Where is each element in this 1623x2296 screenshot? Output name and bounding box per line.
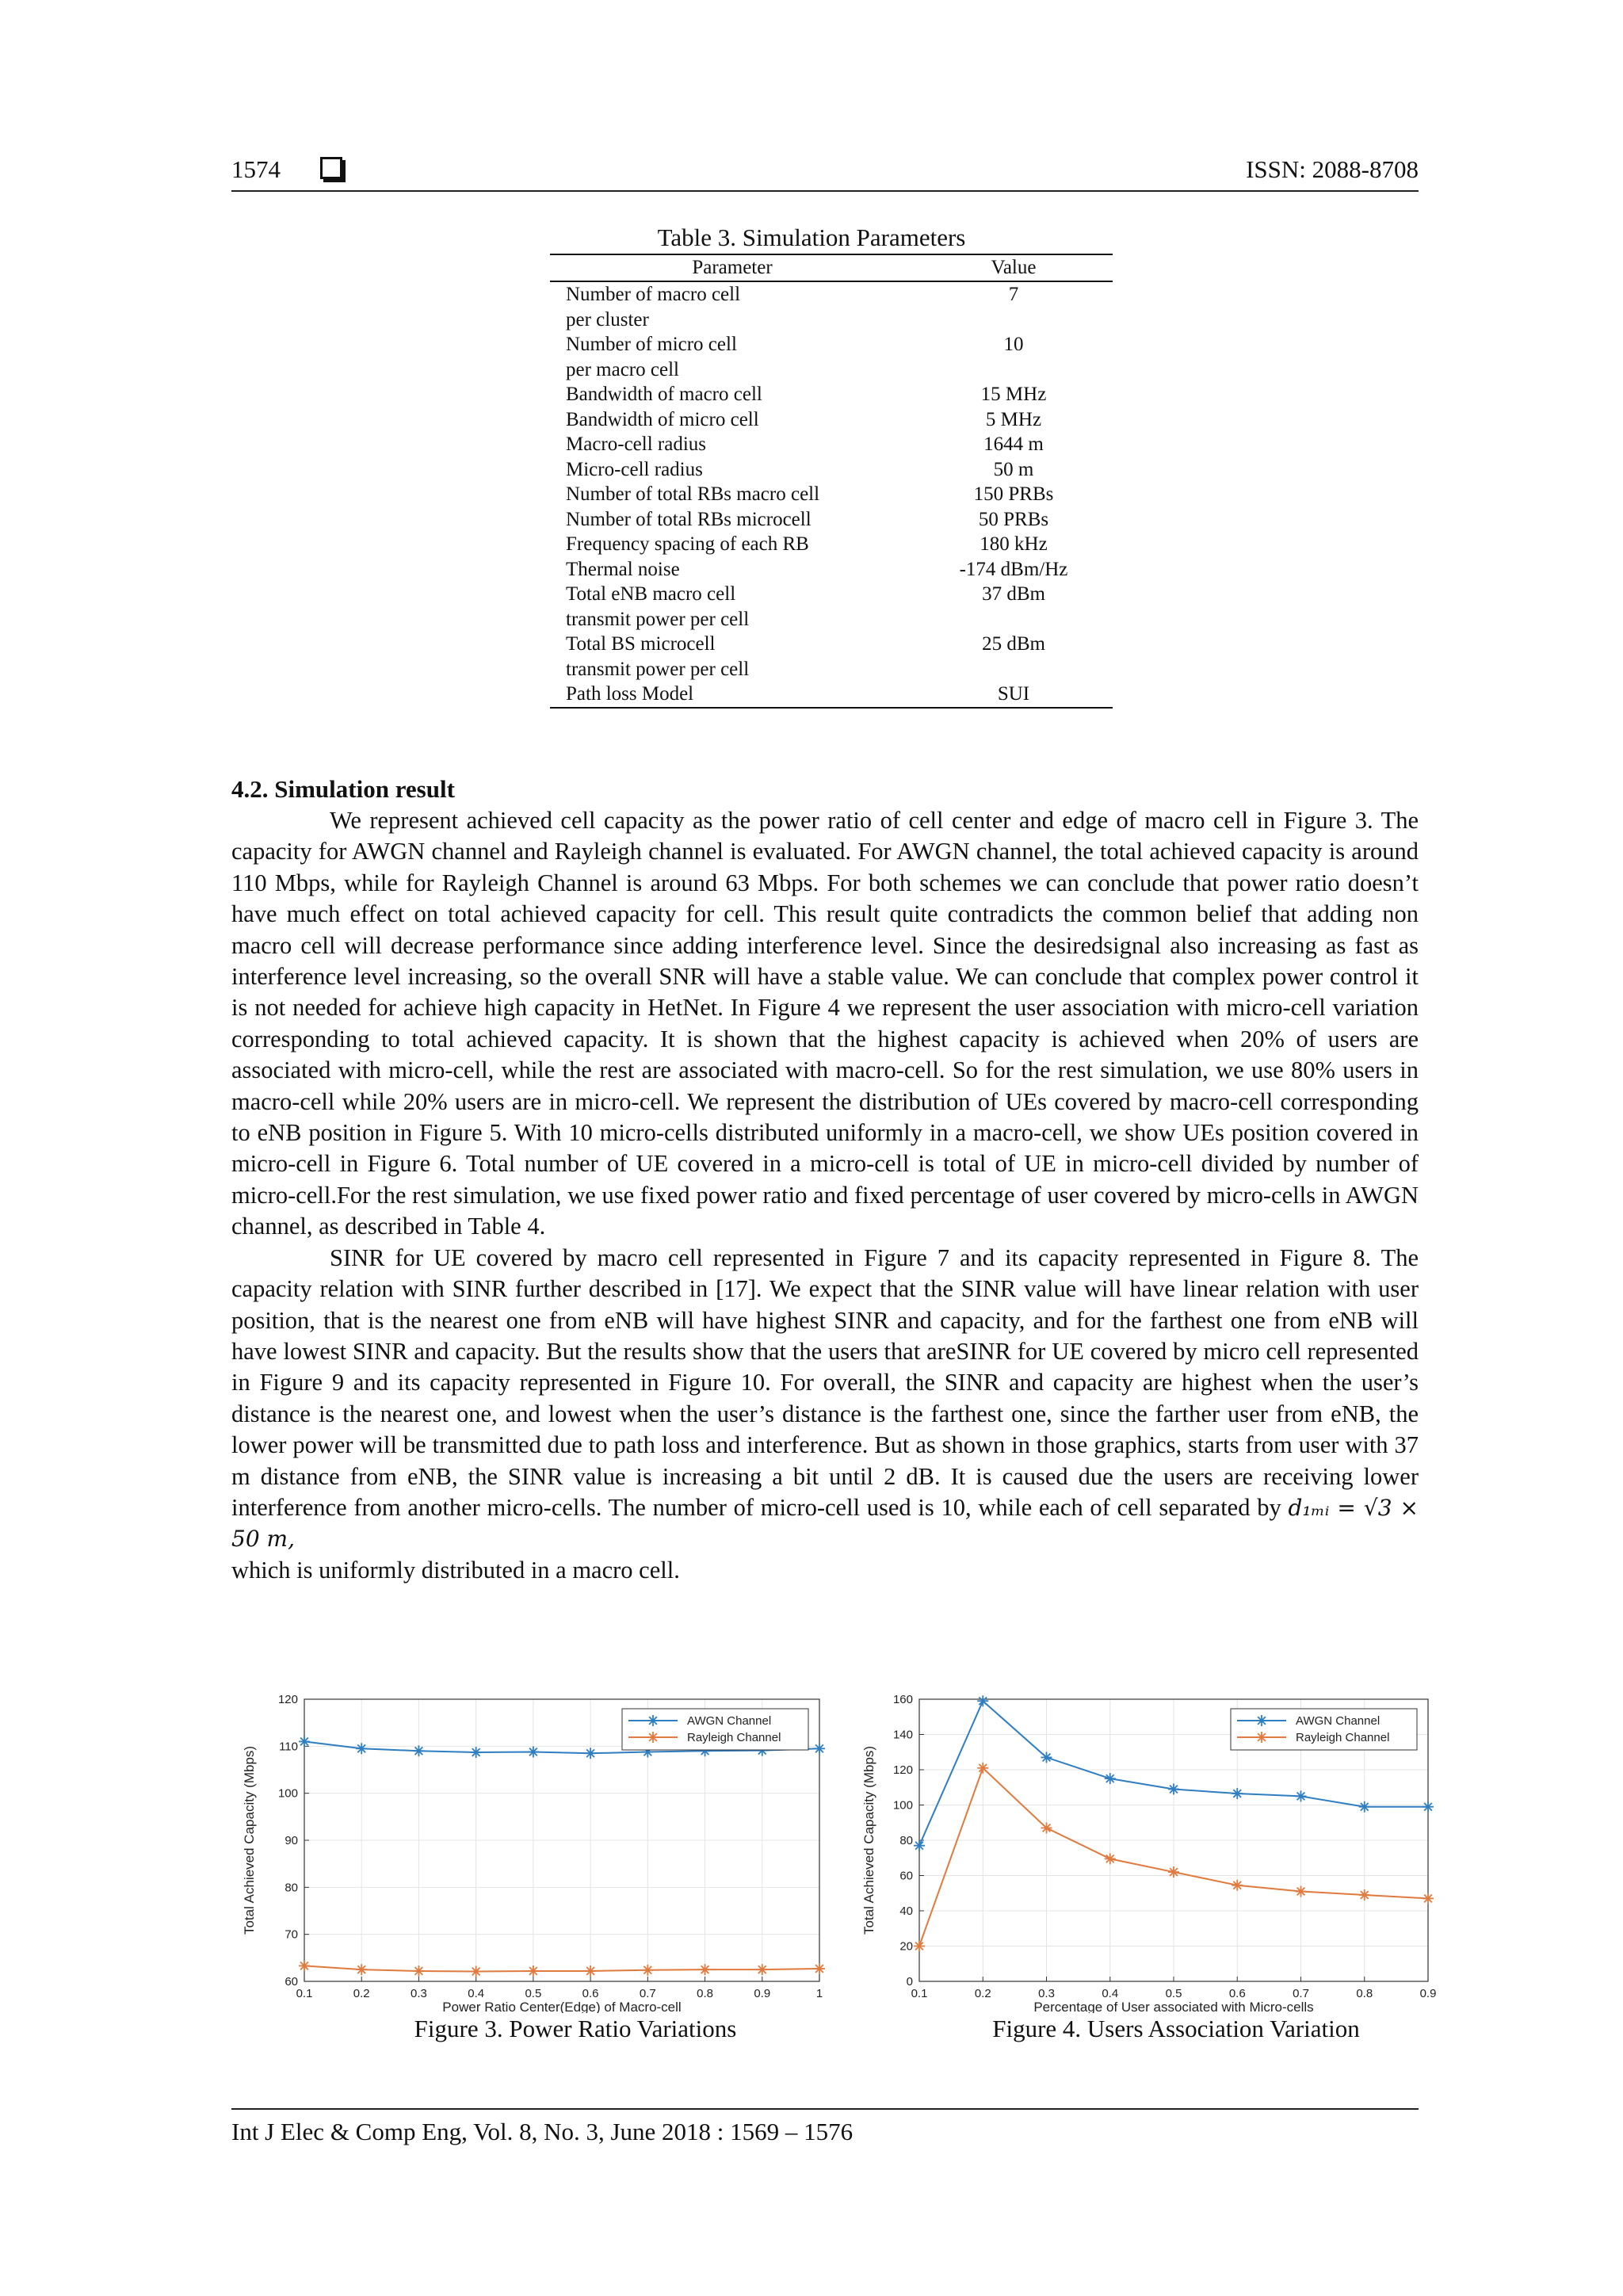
data-point-marker bbox=[356, 1743, 367, 1754]
table-header-value: Value bbox=[915, 254, 1113, 281]
table-row bbox=[550, 682, 1113, 708]
table-row bbox=[550, 507, 1113, 533]
legend-marker bbox=[1256, 1732, 1267, 1743]
data-point-marker bbox=[299, 1736, 310, 1747]
y-tick-label: 80 bbox=[899, 1834, 913, 1847]
value-cell: 37 dBm bbox=[982, 583, 1045, 605]
data-point-marker bbox=[914, 1941, 925, 1952]
legend-marker bbox=[647, 1732, 659, 1743]
y-tick-label: 0 bbox=[906, 1975, 913, 1988]
legend-marker bbox=[647, 1715, 659, 1726]
y-tick-label: 60 bbox=[285, 1975, 298, 1988]
parameter-cell bbox=[550, 457, 915, 483]
parameter-cell bbox=[550, 281, 915, 332]
parameter-cell bbox=[550, 682, 915, 708]
table-row bbox=[550, 632, 1113, 682]
value-cell: SUI bbox=[915, 682, 1113, 708]
data-point-marker bbox=[814, 1963, 825, 1974]
data-point-marker bbox=[1423, 1801, 1434, 1813]
parameter-text: per cluster bbox=[566, 308, 649, 330]
value-cell: 10 bbox=[1003, 334, 1024, 355]
parameter-text: Number of micro cell bbox=[566, 334, 737, 355]
y-tick-label: 20 bbox=[899, 1939, 913, 1954]
page-number: 1574 bbox=[231, 155, 281, 183]
x-tick-label: 0.6 bbox=[1228, 1987, 1246, 2000]
parameter-text: Macro-cell radius bbox=[566, 434, 707, 455]
x-axis-label: Percentage of User associated with Micro-cells bbox=[1033, 2000, 1314, 2013]
distance-formula: d₁ₘᵢ = √3 × 50 m, bbox=[231, 1494, 1419, 1553]
data-point-marker bbox=[1423, 1893, 1434, 1904]
data-point-marker bbox=[814, 1743, 825, 1754]
y-tick-label: 40 bbox=[899, 1904, 913, 1918]
value-cell: 180 kHz bbox=[980, 533, 1048, 555]
y-tick-label: 120 bbox=[277, 1693, 298, 1706]
data-point-marker bbox=[1359, 1801, 1370, 1813]
y-tick-label: 90 bbox=[285, 1834, 298, 1847]
data-point-marker bbox=[642, 1965, 653, 1976]
figure-4-caption: Figure 4. Users Association Variation bbox=[992, 2015, 1360, 2042]
parameter-cell bbox=[550, 407, 915, 433]
legend-marker bbox=[1256, 1715, 1267, 1726]
x-tick-label: 0.1 bbox=[296, 1987, 313, 2000]
figure-4-plot bbox=[854, 1680, 1441, 2013]
parameter-cell bbox=[550, 632, 915, 682]
parameter-text: Path loss Model bbox=[566, 683, 694, 705]
footer-citation: Int J Elec & Comp Eng, Vol. 8, No. 3, June 2018 : 1569 – 1576 bbox=[231, 2118, 854, 2145]
legend-label: AWGN Channel bbox=[687, 1714, 772, 1728]
data-point-marker bbox=[413, 1745, 424, 1756]
x-tick-label: 0.2 bbox=[974, 1987, 991, 2000]
y-tick-label: 60 bbox=[899, 1869, 913, 1883]
data-point-marker bbox=[1105, 1773, 1116, 1784]
data-point-marker bbox=[471, 1966, 482, 1977]
value-cell: 7 bbox=[1008, 284, 1019, 305]
parameter-text: Number of macro cell bbox=[566, 284, 741, 305]
parameter-text: transmit power per cell bbox=[566, 608, 750, 630]
value-cell: 5 MHz bbox=[985, 408, 1042, 430]
table-header-parameter: Parameter bbox=[550, 254, 915, 281]
x-tick-label: 0.4 bbox=[1102, 1987, 1119, 2000]
table-row bbox=[550, 432, 1113, 457]
x-tick-label: 0.5 bbox=[525, 1987, 542, 2000]
y-tick-label: 140 bbox=[892, 1728, 913, 1742]
paragraph-2 bbox=[231, 1243, 1419, 1586]
legend-label: AWGN Channel bbox=[1296, 1714, 1381, 1728]
table-row bbox=[550, 582, 1113, 632]
data-point-marker bbox=[528, 1746, 539, 1757]
x-tick-label: 0.6 bbox=[582, 1987, 599, 2000]
table-row bbox=[550, 482, 1113, 507]
parameter-text: Number of total RBs macro cell bbox=[566, 483, 820, 505]
value-cell: 50 m bbox=[993, 458, 1034, 480]
legend-label: Rayleigh Channel bbox=[1296, 1731, 1390, 1744]
parameter-text: Bandwidth of micro cell bbox=[566, 408, 759, 430]
table-caption: Table 3. Simulation Parameters bbox=[657, 223, 966, 251]
paragraph-2-tail: which is uniformly distributed in a macro cell. bbox=[231, 1556, 680, 1584]
parameter-cell bbox=[550, 482, 915, 507]
data-point-marker bbox=[1105, 1853, 1116, 1864]
x-tick-label: 0.8 bbox=[697, 1987, 713, 2000]
parameter-text: Total eNB macro cell bbox=[566, 583, 736, 605]
y-tick-label: 160 bbox=[892, 1693, 913, 1706]
data-point-marker bbox=[1359, 1889, 1370, 1901]
table-row bbox=[550, 457, 1113, 483]
y-tick-label: 100 bbox=[277, 1786, 298, 1801]
x-tick-label: 0.2 bbox=[353, 1987, 370, 2000]
data-point-marker bbox=[299, 1960, 310, 1971]
paragraph-2-text: SINR for UE covered by macro cell represented in Figure 7 and its capacity represented in Figure 8. The capacity relation with SINR further described in [17]. We expect that the SINR value will have linear relation with user position, that is the nearest one from eNB will have highest SINR and capacity, and for the farthest one from eNB will have lowest SINR and capacity. But the results show that the users that areSINR for UE covered by micro cell represented in Figure 9 and its capacity represented in Figure 10. For overall, the SINR and capacity are highest when the user’s distance is the nearest one, and lowest when the user’s distance is the farthest one, since the farther user from eNB, the lower power will be transmitted due to path loss and interference. But as shown in those graphics, starts from user with 37 m distance from eNB, the SINR value is increasing a bit until 2 dB. It is caused due the users are receiving lower interference from another micro-cells. The number of micro-cell used is 10, while each of cell separated by bbox=[231, 1244, 1419, 1521]
parameter-text: Micro-cell radius bbox=[566, 458, 703, 480]
parameter-cell bbox=[550, 332, 915, 382]
parameter-text: Number of total RBs microcell bbox=[566, 508, 812, 530]
data-point-marker bbox=[1296, 1886, 1307, 1897]
value-cell: 50 PRBs bbox=[978, 508, 1049, 530]
x-tick-label: 0.1 bbox=[911, 1987, 928, 2000]
table-row bbox=[550, 532, 1113, 557]
value-cell: 25 dBm bbox=[982, 633, 1045, 655]
y-tick-label: 110 bbox=[279, 1740, 298, 1754]
value-cell: 1644 m bbox=[983, 434, 1044, 455]
legend-label: Rayleigh Channel bbox=[687, 1731, 781, 1744]
x-tick-label: 1 bbox=[815, 1987, 823, 2000]
table-row bbox=[550, 332, 1113, 382]
x-axis-label: Power Ratio Center(Edge) of Macro-cell bbox=[442, 2000, 682, 2013]
data-point-marker bbox=[914, 1840, 925, 1851]
data-point-marker bbox=[1296, 1790, 1307, 1801]
x-tick-label: 0.7 bbox=[639, 1987, 656, 2000]
page-header bbox=[231, 155, 1419, 192]
data-point-marker bbox=[1168, 1866, 1179, 1878]
parameter-text: Total BS microcell bbox=[566, 633, 716, 655]
parameter-text: Thermal noise bbox=[566, 558, 680, 580]
section-heading: 4.2. Simulation result bbox=[231, 775, 455, 803]
y-tick-label: 120 bbox=[892, 1763, 913, 1777]
x-tick-label: 0.7 bbox=[1293, 1987, 1309, 2000]
data-point-marker bbox=[356, 1964, 367, 1975]
y-axis-label: Total Achieved Capacity (Mbps) bbox=[861, 1745, 876, 1935]
y-tick-label: 70 bbox=[285, 1927, 298, 1942]
parameter-text: Bandwidth of macro cell bbox=[566, 384, 762, 405]
x-tick-label: 0.5 bbox=[1165, 1987, 1182, 2000]
page-footer bbox=[231, 2108, 1419, 2146]
data-point-marker bbox=[1041, 1752, 1052, 1763]
parameter-cell bbox=[550, 557, 915, 583]
body-text bbox=[231, 805, 1419, 1586]
parameter-text: Frequency spacing of each RB bbox=[566, 533, 809, 555]
value-cell: 15 MHz bbox=[980, 384, 1047, 405]
data-point-marker bbox=[1041, 1822, 1052, 1833]
figure-4-chart bbox=[854, 1680, 1441, 2013]
y-axis-label: Total Achieved Capacity (Mbps) bbox=[242, 1745, 257, 1935]
x-tick-label: 0.8 bbox=[1356, 1987, 1373, 2000]
parameter-cell bbox=[550, 382, 915, 407]
x-tick-label: 0.9 bbox=[1419, 1987, 1437, 2000]
parameter-text: transmit power per cell bbox=[566, 658, 750, 680]
x-tick-label: 0.4 bbox=[468, 1987, 485, 2000]
figure-3-chart bbox=[235, 1680, 837, 2013]
parameter-cell bbox=[550, 532, 915, 557]
paragraph-1: We represent achieved cell capacity as the power ratio of cell center and edge of macro cell in Figure 3. The capacity for AWGN channel and Rayleigh channel is evaluated. For AWGN channel, the total achieved capacity is around 110 Mbps, while for Rayleigh Channel is around 63 Mbps. For both schemes we can conclude that power ratio doesn’t have much effect on total achieved capacity for cell. This result quite contradicts the common belief that adding non macro cell will decrease performance since adding interference level. Since the desiredsignal also increasing as fast as interference level increasing, so the overall SNR will have a stable value. We can conclude that complex power control it is not needed for achieve high capacity in HetNet. In Figure 4 we represent the user association with micro-cell variation corresponding to total achieved capacity. It is shown that the highest capacity is achieved when 20% of users are associated with micro-cell, while the rest are associated with macro-cell. So for the rest simulation, we use 80% users in macro-cell while 20% users are in micro-cell. We represent the distribution of UEs covered by macro-cell corresponding to eNB position in Figure 5. With 10 micro-cells distributed uniformly in a macro-cell, we show UEs position covered in micro-cell in Figure 6. Total number of UE covered in a micro-cell is total of UE in micro-cell divided by number of micro-cell.For the rest simulation, we use fixed power ratio and fixed percentage of user covered by micro-cells in AWGN channel, as described in Table 4. bbox=[231, 807, 1419, 1240]
figure-3-plot bbox=[235, 1680, 837, 2013]
parameter-cell bbox=[550, 507, 915, 533]
table-row bbox=[550, 557, 1113, 583]
square-bullet-icon bbox=[320, 157, 342, 179]
simulation-parameters-table bbox=[550, 254, 1113, 709]
figure-3-caption: Figure 3. Power Ratio Variations bbox=[414, 2015, 737, 2042]
data-point-marker bbox=[1232, 1880, 1243, 1891]
x-tick-label: 0.9 bbox=[754, 1987, 771, 2000]
table-row bbox=[550, 407, 1113, 433]
x-tick-label: 0.3 bbox=[1038, 1987, 1055, 2000]
parameter-text: per macro cell bbox=[566, 358, 679, 380]
issn-label: ISSN: 2088-8708 bbox=[1246, 155, 1419, 183]
data-point-marker bbox=[471, 1747, 482, 1758]
x-tick-label: 0.3 bbox=[411, 1987, 427, 2000]
table-row bbox=[550, 382, 1113, 407]
value-cell: 150 PRBs bbox=[973, 483, 1054, 505]
y-tick-label: 80 bbox=[285, 1881, 298, 1895]
parameter-cell bbox=[550, 582, 915, 632]
y-tick-label: 100 bbox=[892, 1798, 913, 1813]
table-row bbox=[550, 281, 1113, 332]
parameter-cell bbox=[550, 432, 915, 457]
value-cell: -174 dBm/Hz bbox=[959, 558, 1068, 580]
